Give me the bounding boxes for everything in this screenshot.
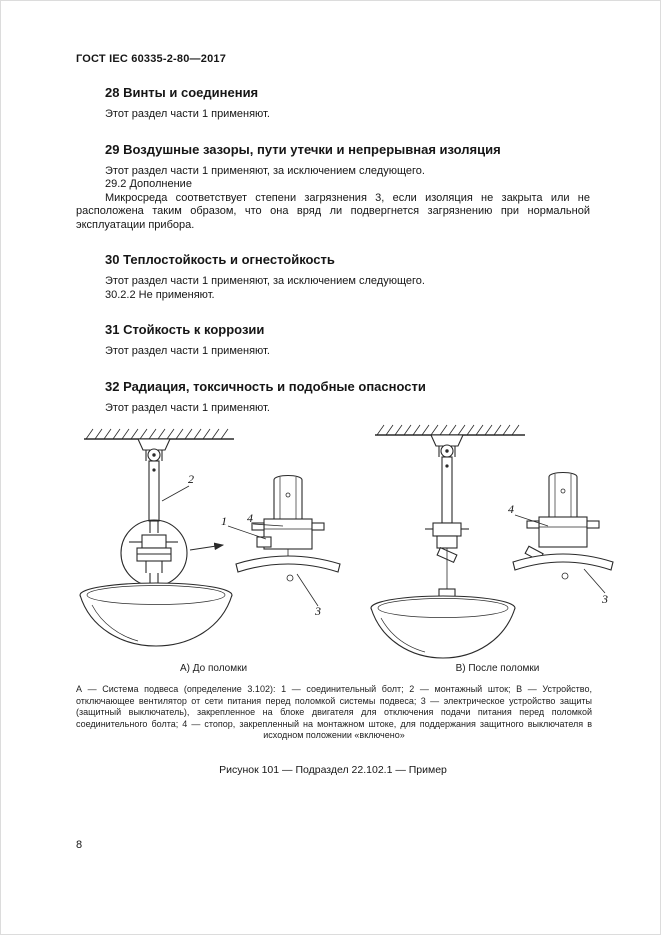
page-number: 8 [76,839,83,851]
document-number: ГОСТ IEC 60335-2-80—2017 [76,53,227,65]
callout-3: 3 [315,604,321,618]
figure-labels [76,663,630,674]
callout-3: 3 [602,592,608,606]
ceiling [84,429,234,439]
callout-4: 4 [247,511,253,525]
section-31 [76,322,590,359]
zoom-arrow [190,545,223,550]
ceiling-mount [431,435,463,457]
callout-4: 4 [508,502,514,516]
coupling-detail [513,473,613,580]
section-31-title: 31 Стойкость к коррозии [105,322,265,337]
section-29-paragraph: Этот раздел части 1 применяют, за исключением следующего. [105,164,425,177]
section-29 [76,142,590,233]
figure-101 [76,423,630,674]
mounting-rod [442,457,452,523]
section-30-title: 30 Теплостойкость и огнестойкость [105,252,335,267]
mounting-rod [149,461,159,533]
section-29-paragraph: Микросреда соответствует степени загрязнения 3, если изоляция не закрыта или не расположена таким образом, что она вряд ли подвергнется загрязнению при нормальной эксплуатации прибора. [76,191,590,231]
figure-title: Рисунок 101 — Подраздел 22.102.1 — Пример [219,763,447,776]
callout-1: 1 [221,514,227,528]
section-32 [76,379,590,416]
figure-drawings [76,423,630,661]
fan-dome [80,573,232,646]
section-28-title: 28 Винты и соединения [105,85,259,100]
fan-diagram-before [76,423,351,661]
section-30-paragraph: 30.2.2 Не применяют. [105,288,215,301]
figure-label-after: В) После поломки [455,663,540,674]
fan-dome [371,589,515,658]
section-32-title: 32 Радиация, токсичность и подобные опасности [105,378,426,394]
detail-circle [121,520,187,586]
section-28-paragraph: Этот раздел части 1 применяют. [105,108,270,120]
ceiling-mount [138,439,170,461]
section-30 [76,252,590,302]
section-29-title: 29 Воздушные зазоры, пути утечки и непрерывная изоляция [105,141,501,157]
callout-2: 2 [188,472,194,486]
fan-diagram-after [365,423,630,661]
coupling-detail [236,476,340,582]
ceiling [375,425,525,435]
section-32-paragraph: Этот раздел части 1 применяют. [105,401,270,414]
figure-label-before: А) До поломки [179,663,248,674]
document-page [1,1,660,776]
section-30-paragraph: Этот раздел части 1 применяют, за исключением следующего. [105,275,425,287]
section-31-paragraph: Этот раздел части 1 применяют. [105,345,270,357]
section-28 [76,85,590,122]
figure-legend: А — Система подвеса (определение 3.102): 1 — соединительный болт; 2 — монтажный шток; В — Устройство, отключающее вентилятор от сети питания перед поломкой системы подвеса; 3 — электрическое устройство защиты (защитный выключатель), закрепленное на блоке двигателя для отключения подачи питания перед поломкой соединительного болта; 4 — стопор, закрепленный на монтажном штоке, для поддержания защитного выключателя в исходном положении «включено» [76,684,592,740]
section-29-paragraph: 29.2 Дополнение [105,178,192,190]
broken-coupling [425,523,469,589]
